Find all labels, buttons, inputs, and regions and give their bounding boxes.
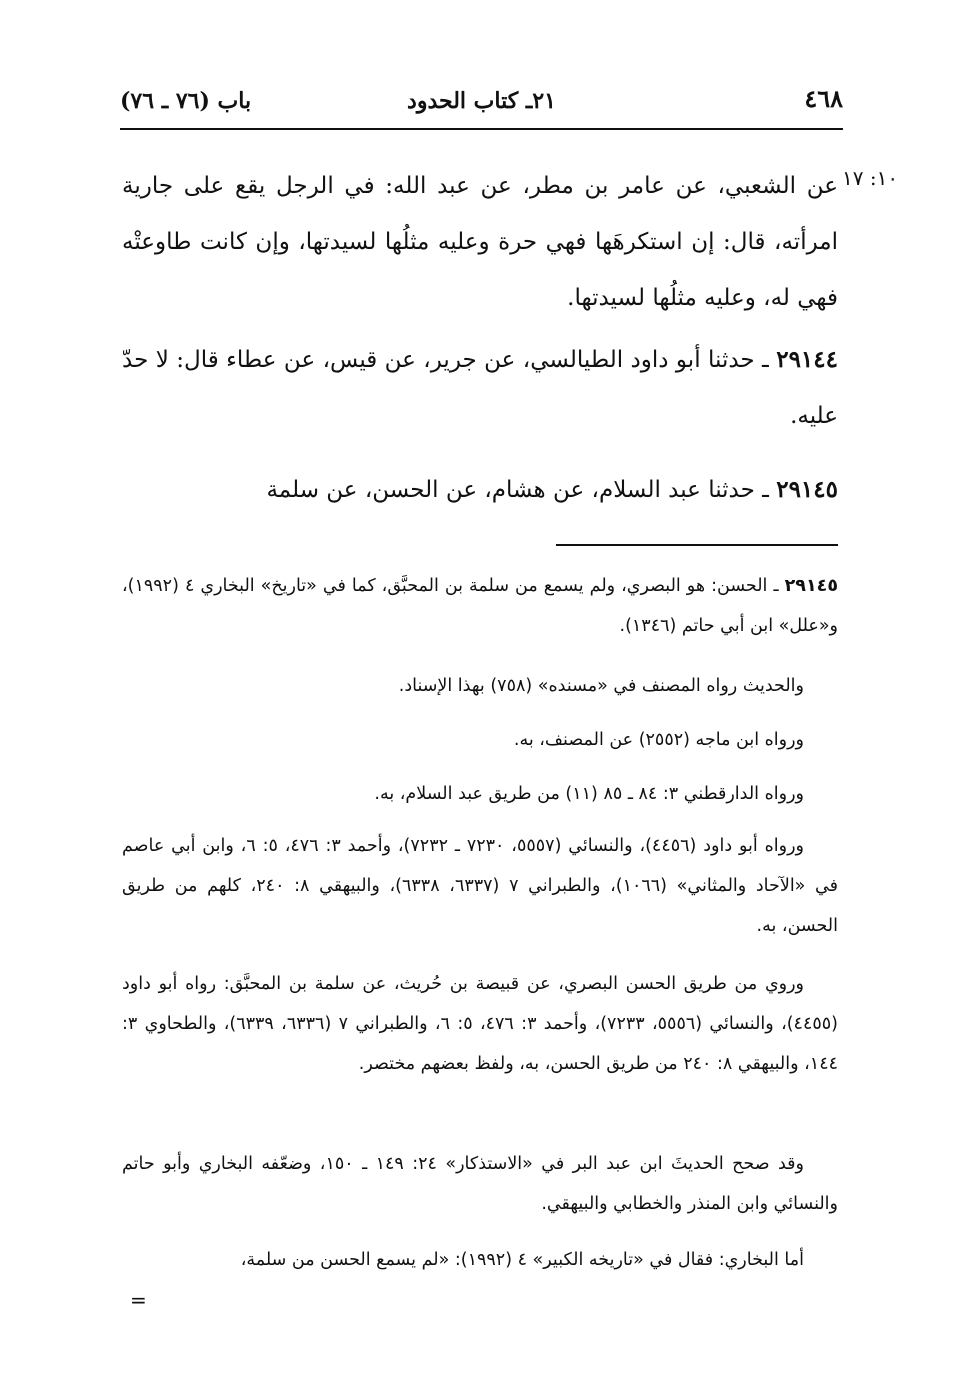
header-rule — [120, 128, 843, 130]
hadith-29145 — [122, 462, 838, 518]
hadith-29144 — [122, 332, 838, 444]
hadith-text: ـ حدثنا عبد السلام، عن هشام، عن الحسن، عن سلمة — [266, 477, 777, 503]
footnote-separator — [556, 544, 838, 546]
hadith-text: ـ حدثنا أبو داود الطيالسي، عن جرير، عن قيس، عن عطاء قال: لا حدّ عليه. — [122, 347, 838, 429]
page-header — [120, 84, 843, 122]
hadith-number: ٢٩١٤٥ — [776, 476, 838, 503]
page-number: ٤٦٨ — [804, 84, 843, 113]
footnote-paragraph: ورواه ابن ماجه (٢٥٥٢) عن المصنف، به. — [513, 730, 804, 750]
footnote-paragraph: وقد صحح الحديثَ ابن عبد البر في «الاستذكار» ٢٤: ١٤٩ ـ ١٥٠، وضعّفه البخاري وأبو حاتم والنسائي وابن المنذر والخطابي والبيهقي. — [122, 1154, 838, 1214]
footnote-paragraph: وروي من طريق الحسن البصري، عن قبيصة بن حُريث، عن سلمة بن المحبَّق: رواه أبو داود (٤٤٥٥)، والنسائي (٥٥٥٦، ٧٢٣٣)، وأحمد ٣: ٤٧٦، ٥: ٦، والطبراني ٧ (٦٣٣٦، ٦٣٣٩)، والطحاوي ٣: ١٤٤، والبيهقي ٨: ٢٤٠ من طريق الحسن، به، ولفظ بعضهم مختصر. — [122, 974, 838, 1074]
footnote-paragraph — [122, 566, 838, 646]
hadith-text-paragraph: عن الشعبي، عن عامر بن مطر، عن عبد الله: في الرجل يقع على جارية امرأته، قال: إن استكرهَها فهي حرة وعليه مثلُها لسيدتها، وإن كانت طاوعتْه فهي له، وعليه مثلُها لسيدتها. — [122, 173, 838, 311]
chapter-title: باب (٧٦ ـ ٧٦) — [120, 88, 252, 114]
footnote-paragraph: ورواه الدارقطني ٣: ٨٤ ـ ٨٥ (١١) من طريق عبد السلام، به. — [374, 784, 804, 804]
footnote-paragraph: أما البخاري: فقال في «تاريخه الكبير» ٤ (١٩٩٢): «لم يسمع الحسن من سلمة، — [240, 1250, 804, 1270]
footnote-paragraph: والحديث رواه المصنف في «مسنده» (٧٥٨) بهذا الإسناد. — [398, 676, 804, 696]
continuation-mark: = — [130, 1288, 147, 1312]
margin-reference: ١٠: ١٧ — [842, 166, 899, 190]
hadith-number: ٢٩١٤٤ — [776, 346, 838, 373]
footnote-number: ٢٩١٤٥ — [784, 576, 838, 596]
footnote-paragraph: ورواه أبو داود (٤٤٥٦)، والنسائي (٥٥٥٧، ٧٢٣٠ ـ ٧٢٣٢)، وأحمد ٣: ٤٧٦، ٥: ٦، وابن أبي عاصم في «الآحاد والمثاني» (١٠٦٦)، والطبراني ٧ (٦٣٣٧، ٦٣٣٨)، والبيهقي ٨: ٢٤٠، كلهم من طريق الحسن، به. — [122, 836, 839, 936]
footnote-text: ـ الحسن: هو البصري، ولم يسمع من سلمة بن المحبَّق، كما في «تاريخ» البخاري ٤ (١٩٩٢)، و«علل» ابن أبي حاتم (١٣٤٦). — [122, 576, 838, 636]
book-title: ٢١ـ كتاب الحدود — [407, 88, 556, 114]
